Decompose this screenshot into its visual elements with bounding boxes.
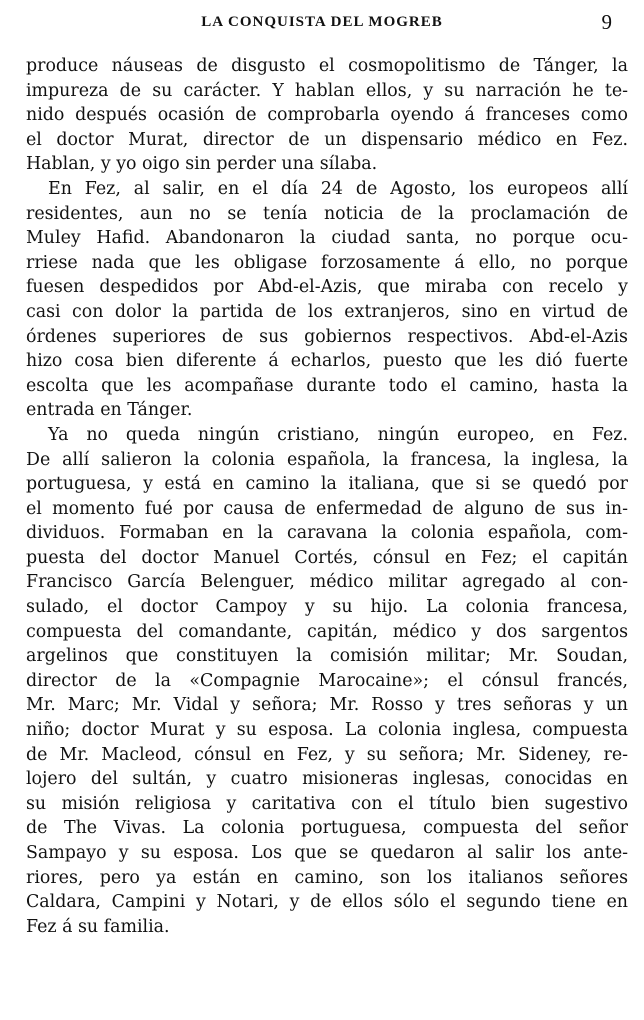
text-line: En Fez, al salir, en el día 24 de Agosto, los europeos allí: [48, 178, 628, 199]
text-line: niño; doctor Murat y su esposa. La colonia inglesa, compuesta: [26, 720, 628, 741]
text-line: Caldara, Campini y Notari, y de ellos sólo el segundo tiene en: [26, 892, 628, 913]
text-line: Ya no queda ningún cristiano, ningún europeo, en Fez.: [48, 424, 628, 445]
text-line: nido después ocasión de comprobarla oyendo á franceses como: [26, 105, 628, 126]
text-line: riores, pero ya están en camino, son los italianos señores: [26, 867, 628, 888]
text-line: De allí salieron la colonia española, la francesa, la inglesa, la: [26, 449, 628, 470]
text-line: de Mr. Macleod, cónsul en Fez, y su señora; Mr. Sideney, re-: [26, 744, 628, 765]
page-body: [26, 54, 628, 939]
text-line: sulado, el doctor Campoy y su hijo. La colonia francesa,: [26, 597, 628, 618]
text-line: Sampayo y su esposa. Los que se quedaron al salir los ante-: [26, 843, 628, 863]
text-line: compuesta del comandante, capitán, médico y dos sargentos: [26, 621, 628, 642]
paragraph: [26, 423, 628, 939]
text-line: fuesen despedidos por Abd-el-Azis, que miraba con recelo y: [26, 277, 628, 298]
text-line: Mr. Marc; Mr. Vidal y señora; Mr. Rosso y tres señoras y un: [26, 695, 628, 716]
text-line: lojero del sultán, y cuatro misioneras inglesas, conocidas en: [26, 769, 628, 790]
text-line: entrada en Tánger.: [26, 400, 193, 421]
paragraph: [26, 177, 628, 423]
text-line: el doctor Murat, director de un dispensario médico en Fez.: [26, 129, 628, 150]
text-line: Francisco García Belenguer, médico militar agregado al con-: [26, 572, 628, 593]
text-line: su misión religiosa y caritativa con el título bien sugestivo: [26, 793, 628, 814]
text-line: residentes, aun no se tenía noticia de la proclamación de: [26, 203, 628, 224]
running-title: LA CONQUISTA DEL MOGREB: [201, 14, 443, 30]
text-line: el momento fué por causa de enfermedad de alguno de sus in-: [26, 498, 628, 519]
text-line: puesta del doctor Manuel Cortés, cónsul en Fez; el capitán: [26, 547, 628, 568]
text-line: impureza de su carácter. Y hablan ellos, y su narración he te-: [26, 80, 628, 101]
text-line: hizo cosa bien diferente á echarlos, puesto que les dió fuerte: [26, 351, 628, 372]
text-line: argelinos que constituyen la comisión militar; Mr. Soudan,: [26, 646, 628, 667]
text-line: Muley Hafid. Abandonaron la ciudad santa, no porque ocu-: [26, 228, 628, 249]
text-line: Hablan, y yo oigo sin perder una sílaba.: [26, 154, 378, 175]
text-line: casi con dolor la partida de los extranjeros, sino en virtud de: [26, 301, 628, 322]
paragraph: [26, 54, 628, 177]
text-line: escolta que les acompañase durante todo el camino, hasta la: [26, 375, 628, 396]
text-line: de The Vivas. La colonia portuguesa, compuesta del señor: [26, 818, 628, 839]
text-line: portuguesa, y está en camino la italiana, que si se quedó por: [26, 474, 628, 495]
text-line: rriese nada que les obligase forzosamente á ello, no porque: [26, 252, 628, 273]
page-number: 9: [601, 10, 612, 34]
text-line: dividuos. Formaban en la caravana la colonia española, com-: [26, 523, 628, 544]
page-header: [0, 8, 644, 38]
text-line: Fez á su familia.: [26, 916, 170, 937]
text-line: órdenes superiores de sus gobiernos respectivos. Abd-el-Azis: [26, 326, 628, 347]
text-line: produce náuseas de disgusto el cosmopolitismo de Tánger, la: [26, 56, 628, 76]
text-line: director de la «Compagnie Marocaine»; el cónsul francés,: [26, 670, 628, 691]
